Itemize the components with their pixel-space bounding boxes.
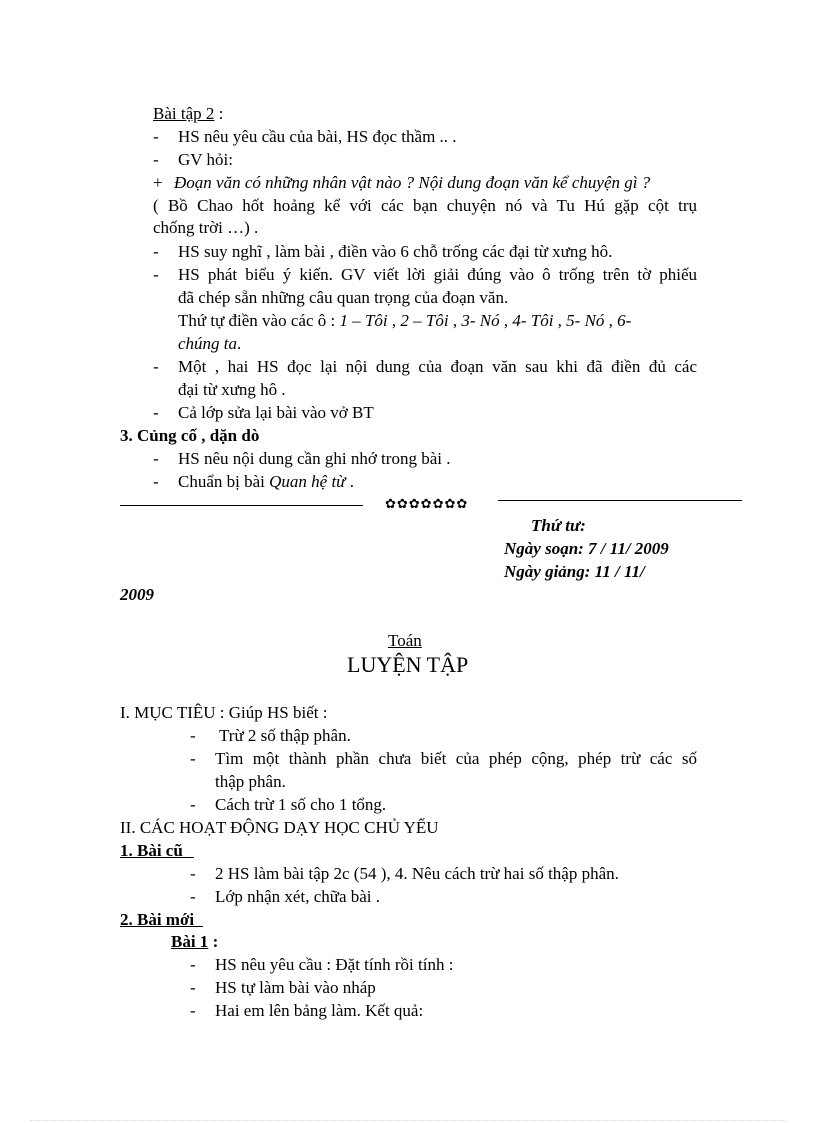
list-item: HS nêu yêu cầu : Đặt tính rồi tính :	[215, 955, 454, 974]
next-lesson-name: Quan hệ từ	[269, 472, 346, 491]
divider-line-left	[120, 505, 363, 506]
list-item: Một , hai HS đọc lại nội dung của đoạn văn sau khi đã điền đủ các	[178, 357, 697, 376]
bullet-dash: -	[190, 1001, 196, 1020]
new-lesson-underline	[120, 926, 203, 927]
list-item: Hai em lên bảng làm. Kết quả:	[215, 1001, 424, 1020]
lesson-title: LUYỆN TẬP	[347, 652, 469, 677]
exercise-1-heading	[171, 932, 218, 952]
fill-order-continued	[178, 334, 241, 354]
activities-heading: II. CÁC HOẠT ĐỘNG DẠY HỌC CHỦ YẾU	[120, 818, 439, 837]
fill-order-values-continued: chúng ta	[178, 334, 238, 353]
prepare-prefix: Chuẩn bị bài	[178, 472, 270, 491]
list-item: HS suy nghĩ , làm bài , điền vào 6 chỗ trống các đại từ xưng hô.	[178, 242, 613, 261]
bullet-dash: -	[153, 127, 159, 146]
exercise-2-title: Bài tập 2	[153, 104, 215, 123]
teaching-date: Ngày giảng: 11 / 11/	[504, 562, 645, 581]
bullet-dash: -	[190, 955, 196, 974]
exercise-1-title: Bài 1	[171, 932, 209, 951]
objectives-heading: I. MỤC TIÊU : Giúp HS biết :	[120, 703, 328, 722]
bullet-dash: -	[153, 472, 159, 491]
list-item: GV hỏi:	[178, 150, 233, 169]
list-item: Cách trừ 1 số cho 1 tổng.	[215, 795, 387, 814]
list-item: HS tự làm bài vào nháp	[215, 978, 376, 997]
fill-order-values: 1 – Tôi , 2 – Tôi , 3- Nó , 4- Tôi , 5- Nó , 6-	[339, 311, 632, 330]
exercise-1-colon: :	[208, 932, 219, 951]
old-lesson-underline	[120, 857, 194, 858]
list-item-continued: đã chép sẵn những câu quan trọng của đoạn văn.	[178, 288, 509, 307]
bullet-dash: -	[153, 265, 159, 284]
list-item: HS phát biểu ý kiến. GV viết lời giải đúng vào ô trống trên tờ phiếu	[178, 265, 697, 284]
section-3-title: 3. Củng cố , dặn dò	[120, 426, 260, 445]
list-item-continued: thập phân.	[215, 772, 286, 791]
list-item: Tìm một thành phần chưa biết của phép cộng, phép trừ các số	[215, 749, 697, 768]
bullet-dash: -	[190, 978, 196, 997]
bullet-dash: -	[153, 449, 159, 468]
prepared-date: Ngày soạn: 7 / 11/ 2009	[504, 539, 669, 558]
answer-text-continued: chống trời …) .	[153, 218, 259, 237]
weekday-label: Thứ tư:	[531, 516, 586, 535]
bullet-dash: -	[190, 726, 196, 745]
bullet-dash: -	[190, 864, 196, 883]
fill-order-label: Thứ tự điền vào các ô :	[178, 311, 340, 330]
list-item: Trừ 2 số thập phân.	[219, 726, 351, 745]
teaching-date-year: 2009	[120, 585, 154, 604]
list-item: Lớp nhận xét, chữa bài .	[215, 887, 381, 906]
divider-stars: ✿✿✿✿✿✿✿	[385, 496, 469, 511]
fill-order	[178, 311, 631, 331]
bullet-dash: -	[153, 150, 159, 169]
bullet-dash: -	[153, 403, 159, 422]
answer-text: ( Bồ Chao hốt hoảng kể với các bạn chuyện nó và Tu Hú gặp cột trụ	[153, 196, 697, 215]
prepare-suffix: .	[345, 472, 354, 491]
new-lesson-title: 2. Bài mới	[120, 910, 195, 929]
subject-title: Toán	[388, 631, 422, 650]
old-lesson-title: 1. Bài cũ	[120, 841, 183, 860]
exercise-2-colon: :	[214, 104, 224, 123]
exercise-2-heading	[153, 104, 223, 124]
teacher-question: Đoạn văn có những nhân vật nào ? Nội dung đoạn văn kể chuyện gì ?	[174, 173, 651, 192]
list-item: 2 HS làm bài tập 2c (54 ), 4. Nêu cách trừ hai số thập phân.	[215, 864, 619, 883]
divider-line-right	[498, 500, 742, 501]
bullet-dash: -	[190, 749, 196, 768]
fill-order-end: .	[237, 334, 242, 353]
list-item: HS nêu nội dung cần ghi nhớ trong bài .	[178, 449, 451, 468]
bullet-dash: -	[190, 795, 196, 814]
list-item	[178, 472, 354, 492]
bullet-dash: -	[153, 242, 159, 261]
list-item: Cả lớp sửa lại bài vào vở BT	[178, 403, 374, 422]
plus-marker: +	[153, 173, 163, 192]
list-item-continued: đại từ xưng hô .	[178, 380, 286, 399]
bullet-dash: -	[153, 357, 159, 376]
page-footer-border	[30, 1120, 786, 1121]
list-item: HS nêu yêu cầu của bài, HS đọc thầm .. .	[178, 127, 457, 146]
bullet-dash: -	[190, 887, 196, 906]
